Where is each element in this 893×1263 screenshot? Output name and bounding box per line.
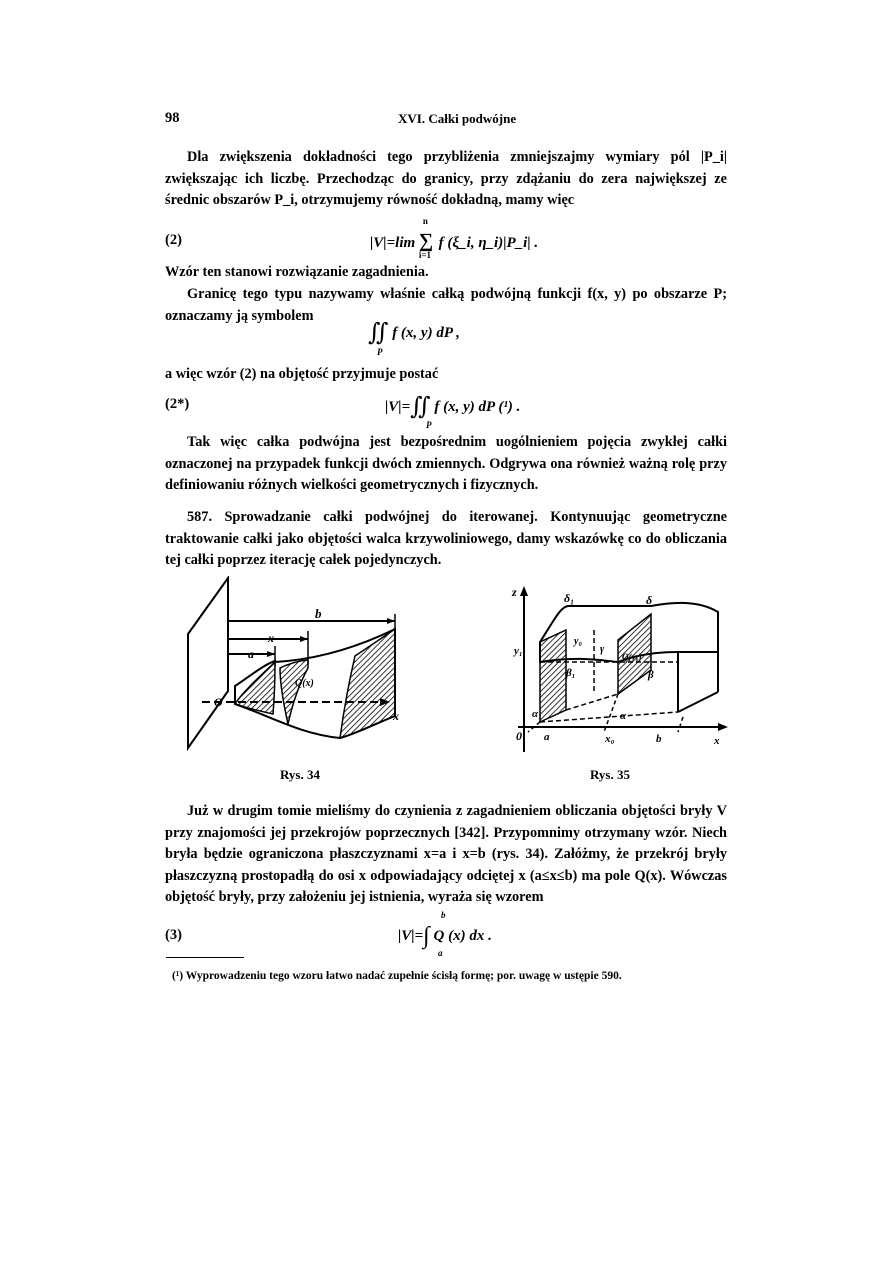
- paragraph-2: Wzór ten stanowi rozwiązanie zagadnienia.: [165, 264, 429, 280]
- equation-2star-integral: ∬: [410, 394, 431, 420]
- fig34-label-qx: Q(x): [295, 678, 314, 689]
- footnote: (¹) Wyprowadzeniu tego wzoru łatwo nadać zupełnie ścisłą formę; por. uwagę w ustępie 590.: [172, 970, 622, 982]
- paragraph-4: a więc wzór (2) na objętość przyjmuje postać: [165, 366, 439, 382]
- paragraph-6: Kontynuując geometryczne traktowanie całki jako objętości walca krzywoliniowego, damy wskazówkę co do obliczania tej całki poprzez iterację całek pojedynczych.: [165, 509, 727, 568]
- equation-2star-subscript: P: [426, 420, 432, 430]
- double-integral-symbol: [368, 318, 460, 347]
- equation-2star-body: f (x, y) dP (¹) .: [434, 399, 521, 415]
- paragraph-3: Granicę tego typu nazywamy właśnie całką podwójną funkcji f(x, y) po obszarze P; oznaczamy ją symbolem: [165, 286, 727, 324]
- fig34-label-o: O: [214, 695, 223, 709]
- fig34-label-a: a: [248, 647, 254, 661]
- equation-3-upper: b: [441, 910, 446, 920]
- fig35-label-a: a: [544, 731, 550, 743]
- equation-2-lhs: |V|=lim: [370, 235, 416, 251]
- fig35-label-y1: y₁: [514, 645, 523, 657]
- fig34-plane-left: [188, 578, 228, 748]
- page-number: 98: [165, 110, 180, 126]
- equation-2: [370, 216, 539, 260]
- figure-34: [180, 576, 410, 752]
- equation-2-body: f (ξ_i, η_i)|P_i| .: [438, 235, 539, 251]
- equation-3: [398, 923, 492, 950]
- paragraph-1: Dla zwiększenia dokładności tego przybliżenia zmniejszajmy wymiary pól |P_i| zwiększając ich liczbę. Przechodząc do granicy, przy zdążaniu do zera największej ze średnic obszarów P_i, otrzymujemy równość dokładną, mamy więc: [165, 149, 727, 208]
- fig35-front-section: [540, 630, 566, 722]
- fig35-label-b: β: [648, 669, 654, 681]
- fig35-label-y0: y₀: [574, 636, 582, 647]
- section-587: [165, 507, 727, 572]
- fig35-label-d1: δ₁: [564, 591, 575, 605]
- fig35-label-x0: x₀: [605, 733, 615, 745]
- equation-3-lower: a: [438, 948, 443, 958]
- equation-3-integral: ∫: [423, 923, 430, 949]
- equation-2star-lhs: |V|=: [385, 399, 411, 415]
- paragraph-7: Już w drugim tomie mieliśmy do czynienia z zagadnieniem obliczania objętości bryły V przy znajomości jej przekrojów poprzecznych [342]. Przypomnimy otrzymany wzór. Niech bryła będzie ograniczona płaszczyznami x=a i x=b (rys. 34). Załóżmy, że przekrój bryły płaszczyzną prostopadłą do osi x odpowiadający odciętej x (a≤x≤b) ma pole Q(x). Wówczas objętość bryły, przy założeniu jej istnienia, wyraża się wzorem: [165, 803, 727, 905]
- fig35-label-q0: Q(y₀): [622, 652, 642, 662]
- equation-3-body: Q (x) dx .: [433, 928, 492, 944]
- equation-2star-number: (2*): [165, 396, 190, 412]
- double-integral-sign: ∬: [368, 320, 389, 346]
- fig35-label-alpha: α: [620, 710, 627, 722]
- double-integral-subscript: P: [377, 347, 383, 357]
- fig35-label-d: δ: [646, 593, 653, 607]
- footnote-rule: [166, 957, 244, 958]
- sum-lower-limit: i=1: [418, 250, 432, 260]
- section-title: 587. Sprowadzanie całki podwójnej do iterowanej.: [187, 509, 538, 525]
- sum-sign: ∑: [418, 230, 434, 252]
- fig35-label-gamma: γ: [600, 644, 605, 655]
- sum-upper-limit: n: [422, 216, 428, 226]
- fig35-label-z: z: [512, 585, 517, 599]
- equation-3-number: (3): [165, 927, 182, 943]
- fig34-caption: Rys. 34: [280, 767, 320, 782]
- chapter-title: XVI. Całki podwójne: [398, 111, 517, 126]
- double-integral-body: f (x, y) dP ,: [392, 325, 460, 341]
- equation-2-number: (2): [165, 232, 182, 248]
- equation-2star: [385, 392, 520, 421]
- fig35-label-x: x: [714, 735, 720, 747]
- fig35-label-o: 0: [516, 729, 522, 743]
- fig34-label-x-axis: x: [393, 709, 399, 723]
- fig35-label-a1: α₁: [532, 708, 542, 720]
- fig34-label-x: x: [268, 631, 274, 645]
- paragraph-5: Tak więc całka podwójna jest bezpośrednim uogólnieniem pojęcia zwykłej całki oznaczonej na przypadek funkcji dwóch zmiennych. Odgrywa ona również ważną rolę przy definiowaniu różnych wielkości geometrycznych i fizycznych.: [165, 434, 727, 493]
- equation-3-lhs: |V|=: [398, 928, 424, 944]
- fig35-caption: Rys. 35: [590, 767, 630, 782]
- fig35-label-bx: b: [656, 733, 662, 745]
- fig35-label-b1: β₁: [566, 667, 576, 679]
- fig34-label-b: b: [315, 606, 322, 621]
- figure-35: [508, 582, 730, 768]
